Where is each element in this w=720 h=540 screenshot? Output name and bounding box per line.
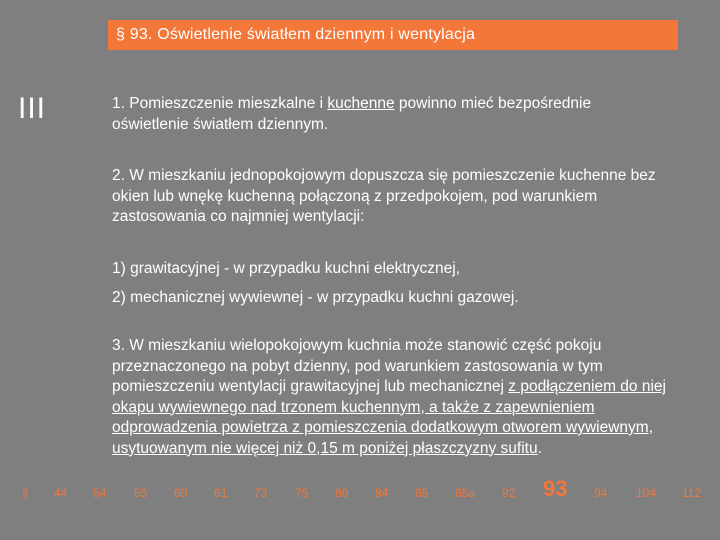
- paragraph-3: [112, 336, 672, 459]
- list-item-2: 2) mechanicznej wywiewnej - w przypadku kuchni gazowej.: [112, 289, 519, 306]
- nav-link-85a[interactable]: 85a: [455, 486, 476, 500]
- nav-link-44[interactable]: 44: [54, 486, 68, 500]
- nav-link-paragraph[interactable]: §: [22, 486, 29, 500]
- nav-link-92[interactable]: 92: [502, 486, 516, 500]
- section-navigation: [0, 476, 720, 516]
- paragraph-2: 2. W mieszkaniu jednopokojowym dopuszcza się pomieszczenie kuchenne bez okien lub wnękę kuchenną połączoną z przedpokojem, pod warunkiem zastosowania co najmniej wentylacji:: [112, 167, 656, 225]
- section-title-bar: [108, 20, 678, 50]
- section-title: § 93. Oświetlenie światłem dziennym i wentylacja: [116, 26, 476, 43]
- paragraph-1: [112, 94, 672, 135]
- nav-link-73[interactable]: 73: [254, 486, 268, 500]
- list-item-1: 1) grawitacyjnej - w przypadku kuchni elektrycznej,: [112, 260, 461, 277]
- nav-link-93-current[interactable]: 93: [543, 476, 568, 501]
- nav-link-80[interactable]: 80: [335, 486, 349, 500]
- nav-link-60[interactable]: 60: [174, 486, 188, 500]
- nav-link-61[interactable]: 61: [214, 486, 228, 500]
- nav-link-112[interactable]: 112: [682, 486, 702, 500]
- nav-link-54[interactable]: 54: [93, 486, 107, 500]
- nav-link-75[interactable]: 75: [295, 486, 309, 500]
- nav-link-84[interactable]: 84: [375, 486, 389, 500]
- nav-link-55[interactable]: 55: [134, 486, 148, 500]
- paragraph-3-tail: .: [537, 439, 542, 457]
- paragraph-1-tail: powinno mieć bezpośrednie oświetlenie światłem dziennym.: [112, 95, 592, 133]
- chapter-marker: III: [18, 92, 47, 125]
- paragraph-3-lead: 3. W mieszkaniu wielopokojowym kuchnia może stanowić część pokoju przeznaczonego na pobyt dzienny, pod warunkiem zastosowania w tym pomieszczeniu wentylacji grawitacyjnej lub mechanicznej: [112, 337, 603, 395]
- underlined-requirement: z podłączeniem do niej okapu wywiewnego nad trzonem kuchennym, a także z zapewnieniem odprowadzenia powietrza z pomieszczenia dodatkowym otworem wywiewnym, usytuowanym nie więcej niż 0,15 m poniżej płaszczyzny sufitu: [112, 378, 666, 457]
- nav-link-94[interactable]: 94: [594, 486, 608, 500]
- paragraph-1-lead: 1. Pomieszczenie mieszkalne i: [112, 95, 328, 112]
- underlined-term-kuchenne: kuchenne: [327, 95, 395, 112]
- nav-link-104[interactable]: 104: [636, 486, 657, 500]
- nav-link-85[interactable]: 85: [415, 486, 429, 500]
